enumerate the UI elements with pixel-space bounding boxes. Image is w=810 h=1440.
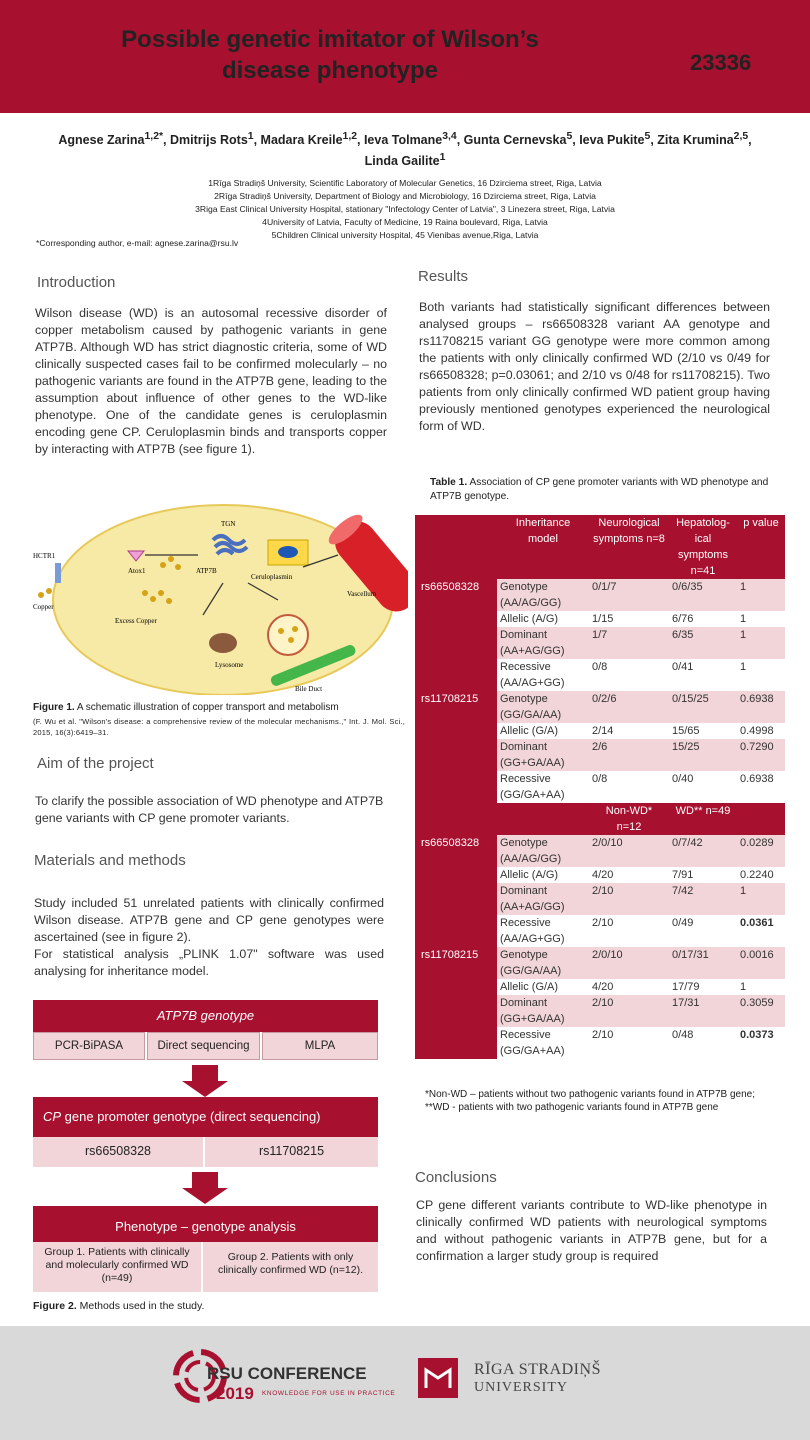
title-line-1: Possible genetic imitator of Wilson’s [121,26,539,53]
table-row [415,883,785,915]
table-header-cell: Neurological symptoms n=8 [589,515,669,579]
model-cell: Dominant (GG+GA/AA) [497,739,589,771]
table-row [415,611,785,627]
conference-year: 2019 [216,1384,254,1403]
affiliation-4: 4University of Latvia, Faculty of Medicine, 19 Raina boulevard, Riga, Latvia [262,217,548,227]
model-cell: Recessive (GG/GA+AA) [497,1027,589,1059]
phenotype-genotype-bar: Phenotype – genotype analysis [33,1206,378,1242]
value-cell: 15/25 [669,739,737,771]
aim-heading: Aim of the project [37,755,154,772]
copper-dot [288,637,294,643]
figure-2-caption [33,1300,204,1312]
ceruloplasmin-label: Ceruloplasmin [251,573,293,581]
model-cell: Dominant (GG+GA/AA) [497,995,589,1027]
table-header-cell [415,515,497,579]
conclusions-text: CP gene different variants contribute to WD-like phenotype in clinically confirmed WD patients with neurological symptoms and without pathogenic variants in ATP7B gene, but for a confirmation a larger study group is required [416,1198,767,1263]
snp-cell [415,739,497,771]
p-value-cell: 0.4998 [737,723,785,739]
snp-cell [415,723,497,739]
copper-dot [168,556,174,562]
value-cell: 2/10 [589,915,669,947]
snp-cell: rs66508328 [415,835,497,867]
method-direct-sequencing: Direct sequencing [147,1032,260,1060]
model-cell: Dominant (AA+AG/GG) [497,627,589,659]
cp-genotype-text: gene promoter genotype (direct sequencing) [61,1109,321,1124]
p-value-cell: 0.0289 [737,835,785,867]
copper-dot [38,592,44,598]
table-row [415,947,785,979]
p-value-cell: 0.3059 [737,995,785,1027]
p-value-cell: 1 [737,579,785,611]
p-value-cell: 0.0361 [737,915,785,947]
table-header-cell [737,803,785,835]
p-value-cell: 0.2240 [737,867,785,883]
table-notes [425,1088,785,1114]
value-cell: 2/0/10 [589,947,669,979]
table-header-cell: Hepatolog- ical symptoms n=41 [669,515,737,579]
value-cell: 17/31 [669,995,737,1027]
ctr1-shape [55,563,61,583]
model-cell: Allelic (A/G) [497,611,589,627]
ceruloplasmin-shape [278,546,298,558]
footer [0,1326,810,1440]
table-row [415,723,785,739]
table-header-cell: Non-WD* n=12 [589,803,669,835]
table-header-row [415,803,785,835]
copper-dot [292,626,298,632]
value-cell: 6/76 [669,611,737,627]
snp-cell [415,867,497,883]
lysosome-shape [209,633,237,653]
cp-snp-2: rs11708215 [205,1137,378,1167]
copper-dot [150,596,156,602]
table-row [415,1027,785,1059]
group-1-box: Group 1. Patients with clinically and molecularly confirmed WD (n=49) [33,1242,201,1292]
table-row [415,915,785,947]
table-1-caption [430,476,780,504]
snp-cell [415,627,497,659]
methods-heading: Materials and methods [34,852,186,869]
affiliation-5: 5Children Clinical university Hospital, 45 Vienibas avenue,Riga, Latvia [271,230,539,240]
snp-cell [415,611,497,627]
model-cell: Recessive (AA/AG+GG) [497,915,589,947]
introduction-heading: Introduction [37,274,116,291]
value-cell: 0/8 [589,771,669,803]
conference-tagline: KNOWLEDGE FOR USE IN PRACTICE [262,1390,396,1397]
p-value-cell: 1 [737,627,785,659]
value-cell: 0/49 [669,915,737,947]
snp-cell [415,771,497,803]
excess-copper-label: Excess Copper [115,617,157,625]
value-cell: 2/0/10 [589,835,669,867]
poster-title [60,24,600,86]
copper-dot [160,562,166,568]
p-value-cell: 0.0016 [737,947,785,979]
rsu-university-logo-icon [418,1358,458,1398]
model-cell: Genotype (AA/AG/GG) [497,579,589,611]
poster-id: 23336 [690,50,752,75]
snp-cell: rs11708215 [415,691,497,723]
results-text: Both variants had statistically significant differences between analysed groups – rs66508328 variant AA genotype and rs11708215 variant GG genotype were more common among the patients with only clinically confirmed WD (2/10 vs 0/49 for rs66508328; p=0.03061; and 2/10 vs 0/48 for rs11708215). Two patients from only clinically confirmed WD patient group having previously mentioned genotypes experienced the neurological form of WD. [419,300,770,433]
snp-cell [415,979,497,995]
snp-cell: rs66508328 [415,579,497,611]
affiliation-2: 2Rīga Stradiņš University, Department of Biology and Microbiology, 16 Dzirciema street, Riga, Latvia [214,191,596,201]
value-cell: 0/48 [669,1027,737,1059]
table-1-label: Table 1. [430,477,468,488]
p-value-cell: 0.7290 [737,739,785,771]
aim-text: To clarify the possible association of WD phenotype and ATP7B gene variants with CP gene promoter variants. [35,794,384,825]
affiliation-1: 1Rīga Stradiņš University, Scientific Laboratory of Molecular Genetics, 16 Dzirciema street, Riga, Latvia [208,178,602,188]
affiliation-3: 3Riga East Clinical University Hospital, stationary "Infectology Center of Latvia", 3 Linezera street, Riga, Latvia [195,204,615,214]
table-row [415,579,785,611]
figure-1-reference: (F. Wu et al. "Wilson's disease: a comprehensive review of the molecular mechanisms.," Int. J. Mol. Sci., 2015, 16(3):6419–31. [33,717,405,737]
table-row [415,659,785,691]
method-mlpa: MLPA [262,1032,378,1060]
copper-dot [278,628,284,634]
value-cell: 6/35 [669,627,737,659]
model-cell: Recessive (GG/GA+AA) [497,771,589,803]
value-cell: 2/10 [589,883,669,915]
cp-gene-label: CP [43,1109,62,1124]
value-cell: 0/1/7 [589,579,669,611]
table-header-cell: WD** n=49 [669,803,737,835]
atp7b-label: ATP7B [196,567,217,575]
snp-cell [415,1027,497,1059]
results-table-body [415,515,785,1059]
value-cell: 0/41 [669,659,737,691]
method-pcr-bipasa: PCR-BiPASA [33,1032,145,1060]
copper-dot [142,590,148,596]
snp-cell [415,995,497,1027]
p-value-cell: 0.6938 [737,691,785,723]
copper-dot [158,590,164,596]
table-header-cell: Inheritance model [497,515,589,579]
university-name-line-1: RĪGA STRADIŅŠ [474,1361,601,1378]
conclusions-heading: Conclusions [415,1169,497,1186]
value-cell: 4/20 [589,979,669,995]
introduction-text: Wilson disease (WD) is an autosomal recessive disorder of copper metabolism caused by pathogenic variants in gene ATP7B. Although WD has strict diagnostic criteria, some of WD clinically suspected cases fail to be confirmed molecularly – no pathogenic variants are found in the ATP7B gene, leading to the assumption about influence of other genes to the WD-like phenotype. One of the candidate genes is ceruloplasmin encoding gene CP. Ceruloplasmin binds and transports copper by interacting with ATP7B (see figure 1). [35,306,387,456]
value-cell: 1/15 [589,611,669,627]
value-cell: 2/10 [589,995,669,1027]
model-cell: Genotype (AA/AG/GG) [497,835,589,867]
value-cell: 17/79 [669,979,737,995]
p-value-cell: 0.6938 [737,771,785,803]
cp-genotype-bar [33,1097,378,1137]
corresponding-author: *Corresponding author, e-mail: agnese.zarina@rsu.lv [36,238,239,248]
model-cell: Allelic (A/G) [497,867,589,883]
figure-1-diagram [33,495,408,695]
table-header-cell: p value [737,515,785,579]
copper-label: Copper [33,603,54,611]
table-row [415,867,785,883]
p-value-cell: 0.0373 [737,1027,785,1059]
methods-text-1: Study included 51 unrelated patients with clinically confirmed Wilson disease. ATP7B gene and CP gene genotypes were ascertained (see in figure 2). [34,896,384,944]
p-value-cell: 1 [737,611,785,627]
value-cell: 0/2/6 [589,691,669,723]
copper-dot [46,588,52,594]
group-2-box: Group 2. Patients with only clinically confirmed WD (n=12). [203,1242,378,1292]
methods-text-2: For statistical analysis „PLINK 1.07" software was used analysing for inheritance model. [34,947,384,978]
table-row [415,979,785,995]
table-header-cell [415,803,497,835]
p-value-cell: 1 [737,979,785,995]
snp-cell: rs11708215 [415,947,497,979]
table-row [415,771,785,803]
table-row [415,739,785,771]
value-cell: 0/8 [589,659,669,691]
authors: Agnese Zarina$^{1,2*}$, Dmitrijs Rots$^1$, Madara Kreile$^{1,2}$, Ieva Tolmane$^{3,4}$, Gunta Cernevska$^5$, Ieva Pukite$^5$, Zita Krumina$^{2,5}$, Linda Gailite$^1$ [58,131,752,169]
results-heading: Results [418,268,469,285]
snp-cell [415,915,497,947]
value-cell: 15/65 [669,723,737,739]
p-value-cell: 1 [737,659,785,691]
value-cell: 2/6 [589,739,669,771]
model-cell: Genotype (GG/GA/AA) [497,947,589,979]
snp-cell [415,659,497,691]
copper-dot [175,564,181,570]
university-name-line-2: UNIVERSITY [474,1380,568,1395]
snp-cell [415,883,497,915]
table-row [415,835,785,867]
table-note-2: **WD - patients with two pathogenic variants found in ATP7B gene [425,1102,719,1113]
figure-2-caption-text: Methods used in the study. [76,1300,205,1312]
table-note-1: *Non-WD – patients without two pathogenic variants found in ATP7B gene; [425,1089,756,1100]
table-1-caption-text: Association of CP gene promoter variants with WD phenotype and ATP7B genotype. [430,477,769,502]
cp-snp-1: rs66508328 [33,1137,203,1167]
table-header-cell [497,803,589,835]
copper-dot [166,598,172,604]
results-table [415,515,785,1059]
value-cell: 2/14 [589,723,669,739]
value-cell: 7/91 [669,867,737,883]
model-cell: Genotype (GG/GA/AA) [497,691,589,723]
model-cell: Recessive (AA/AG+GG) [497,659,589,691]
vascellum-label: Vascellum [347,590,377,598]
table-row [415,995,785,1027]
tgn-label: TGN [221,520,236,528]
conference-name: RSU CONFERENCE [207,1364,367,1383]
value-cell: 0/7/42 [669,835,737,867]
value-cell: 4/20 [589,867,669,883]
vesicle-shape [268,615,308,655]
value-cell: 0/17/31 [669,947,737,979]
p-value-cell: 1 [737,883,785,915]
table-row [415,627,785,659]
figure-1-caption [33,702,405,714]
affiliations [30,177,780,242]
model-cell: Allelic (G/A) [497,723,589,739]
title-line-2: disease phenotype [221,57,439,84]
value-cell: 0/40 [669,771,737,803]
value-cell: 7/42 [669,883,737,915]
value-cell: 2/10 [589,1027,669,1059]
figure-2-label: Figure 2. [33,1300,77,1312]
lysosome-label: Lysosome [215,661,244,669]
model-cell: Dominant (AA+AG/GG) [497,883,589,915]
model-cell: Allelic (G/A) [497,979,589,995]
figure-1-label: Figure 1. [33,702,75,713]
table-row [415,691,785,723]
value-cell: 0/15/25 [669,691,737,723]
value-cell: 0/6/35 [669,579,737,611]
arrow-down-icon [180,1172,230,1204]
bile-duct-label: Bile Duct [295,685,323,693]
table-header-row [415,515,785,579]
value-cell: 1/7 [589,627,669,659]
ctr1-label: HCTR1 [33,552,56,560]
atox1-label: Atox1 [128,567,146,575]
atp7b-genotype-bar: ATP7B genotype [33,1000,378,1032]
figure-1-caption-text: A schematic illustration of copper transport and metabolism [74,702,339,713]
arrow-down-icon [180,1065,230,1097]
